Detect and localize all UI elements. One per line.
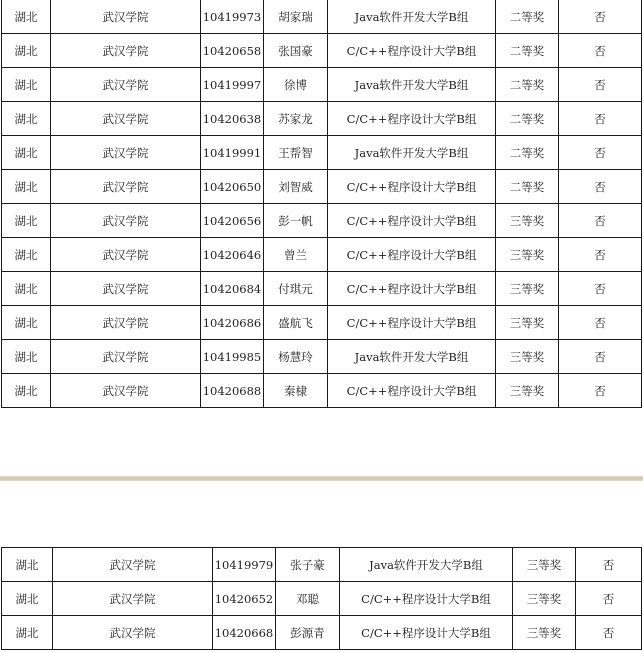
name-cell: 刘智威: [264, 170, 328, 204]
id-cell: 10420684: [201, 272, 264, 306]
id-cell: 10419997: [201, 68, 264, 102]
advance-cell: 否: [559, 170, 642, 204]
advance-cell: 否: [559, 136, 642, 170]
school-cell: 武汉学院: [51, 306, 201, 340]
table-row: [2, 616, 642, 650]
table-row: [2, 272, 642, 306]
page-separator: [0, 476, 643, 481]
province-cell: 湖北: [2, 136, 51, 170]
track-cell: Java软件开发大学B组: [328, 68, 496, 102]
id-cell: 10420686: [201, 306, 264, 340]
id-cell: 10420652: [213, 582, 276, 616]
track-cell: C/C++程序设计大学B组: [328, 272, 496, 306]
province-cell: 湖北: [2, 170, 51, 204]
name-cell: 彭一帆: [264, 204, 328, 238]
school-cell: 武汉学院: [51, 136, 201, 170]
id-cell: 10420688: [201, 374, 264, 408]
award-cell: 三等奖: [496, 374, 559, 408]
table-row: [2, 548, 642, 582]
advance-cell: 否: [559, 306, 642, 340]
award-cell: 二等奖: [496, 136, 559, 170]
school-cell: 武汉学院: [53, 616, 213, 650]
id-cell: 10419973: [201, 0, 264, 34]
province-cell: 湖北: [2, 548, 53, 582]
advance-cell: 否: [576, 616, 642, 650]
advance-cell: 否: [559, 68, 642, 102]
award-cell: 二等奖: [496, 170, 559, 204]
track-cell: Java软件开发大学B组: [328, 340, 496, 374]
advance-cell: 否: [559, 34, 642, 68]
name-cell: 曾兰: [264, 238, 328, 272]
track-cell: C/C++程序设计大学B组: [340, 616, 513, 650]
school-cell: 武汉学院: [51, 68, 201, 102]
advance-cell: 否: [559, 0, 642, 34]
table-row: [2, 340, 642, 374]
advance-cell: 否: [576, 582, 642, 616]
name-cell: 胡家瑞: [264, 0, 328, 34]
school-cell: 武汉学院: [53, 548, 213, 582]
id-cell: 10420650: [201, 170, 264, 204]
award-cell: 三等奖: [496, 204, 559, 238]
table-row: [2, 102, 642, 136]
table-row: [2, 68, 642, 102]
name-cell: 苏家龙: [264, 102, 328, 136]
award-cell: 三等奖: [496, 272, 559, 306]
award-table-body-1: [2, 0, 642, 408]
table-row: [2, 170, 642, 204]
school-cell: 武汉学院: [51, 272, 201, 306]
track-cell: C/C++程序设计大学B组: [328, 238, 496, 272]
name-cell: 杨慧玲: [264, 340, 328, 374]
name-cell: 王帮智: [264, 136, 328, 170]
table-row: [2, 0, 642, 34]
province-cell: 湖北: [2, 102, 51, 136]
advance-cell: 否: [559, 340, 642, 374]
table-row: [2, 374, 642, 408]
province-cell: 湖北: [2, 616, 53, 650]
id-cell: 10420638: [201, 102, 264, 136]
name-cell: 秦棣: [264, 374, 328, 408]
province-cell: 湖北: [2, 0, 51, 34]
advance-cell: 否: [576, 548, 642, 582]
table-row: [2, 136, 642, 170]
id-cell: 10420656: [201, 204, 264, 238]
advance-cell: 否: [559, 204, 642, 238]
id-cell: 10419979: [213, 548, 276, 582]
id-cell: 10420668: [213, 616, 276, 650]
track-cell: C/C++程序设计大学B组: [328, 170, 496, 204]
award-table-body-2: [2, 548, 642, 650]
track-cell: C/C++程序设计大学B组: [328, 204, 496, 238]
award-table-page-2: [1, 547, 642, 650]
advance-cell: 否: [559, 102, 642, 136]
school-cell: 武汉学院: [51, 238, 201, 272]
award-table-page-1: [1, 0, 642, 408]
name-cell: 付琪元: [264, 272, 328, 306]
name-cell: 邓聪: [276, 582, 340, 616]
id-cell: 10420658: [201, 34, 264, 68]
id-cell: 10419991: [201, 136, 264, 170]
province-cell: 湖北: [2, 68, 51, 102]
school-cell: 武汉学院: [51, 102, 201, 136]
award-cell: 三等奖: [496, 238, 559, 272]
advance-cell: 否: [559, 272, 642, 306]
table-row: [2, 204, 642, 238]
track-cell: Java软件开发大学B组: [328, 136, 496, 170]
table-row: [2, 306, 642, 340]
track-cell: Java软件开发大学B组: [340, 548, 513, 582]
school-cell: 武汉学院: [51, 0, 201, 34]
advance-cell: 否: [559, 238, 642, 272]
award-cell: 三等奖: [496, 306, 559, 340]
track-cell: C/C++程序设计大学B组: [328, 102, 496, 136]
school-cell: 武汉学院: [51, 374, 201, 408]
school-cell: 武汉学院: [51, 170, 201, 204]
province-cell: 湖北: [2, 204, 51, 238]
id-cell: 10419985: [201, 340, 264, 374]
province-cell: 湖北: [2, 340, 51, 374]
award-cell: 二等奖: [496, 102, 559, 136]
track-cell: C/C++程序设计大学B组: [328, 306, 496, 340]
award-cell: 二等奖: [496, 34, 559, 68]
track-cell: C/C++程序设计大学B组: [340, 582, 513, 616]
award-cell: 三等奖: [513, 582, 576, 616]
id-cell: 10420646: [201, 238, 264, 272]
track-cell: C/C++程序设计大学B组: [328, 34, 496, 68]
province-cell: 湖北: [2, 306, 51, 340]
province-cell: 湖北: [2, 374, 51, 408]
track-cell: C/C++程序设计大学B组: [328, 374, 496, 408]
school-cell: 武汉学院: [51, 340, 201, 374]
name-cell: 徐博: [264, 68, 328, 102]
province-cell: 湖北: [2, 272, 51, 306]
name-cell: 盛航飞: [264, 306, 328, 340]
school-cell: 武汉学院: [53, 582, 213, 616]
award-cell: 三等奖: [513, 616, 576, 650]
advance-cell: 否: [559, 374, 642, 408]
province-cell: 湖北: [2, 582, 53, 616]
award-cell: 三等奖: [496, 340, 559, 374]
award-cell: 二等奖: [496, 0, 559, 34]
name-cell: 彭源青: [276, 616, 340, 650]
table-row: [2, 582, 642, 616]
province-cell: 湖北: [2, 238, 51, 272]
award-cell: 三等奖: [513, 548, 576, 582]
track-cell: Java软件开发大学B组: [328, 0, 496, 34]
school-cell: 武汉学院: [51, 34, 201, 68]
table-row: [2, 238, 642, 272]
table-row: [2, 34, 642, 68]
school-cell: 武汉学院: [51, 204, 201, 238]
name-cell: 张国豪: [264, 34, 328, 68]
province-cell: 湖北: [2, 34, 51, 68]
name-cell: 张子豪: [276, 548, 340, 582]
award-cell: 二等奖: [496, 68, 559, 102]
